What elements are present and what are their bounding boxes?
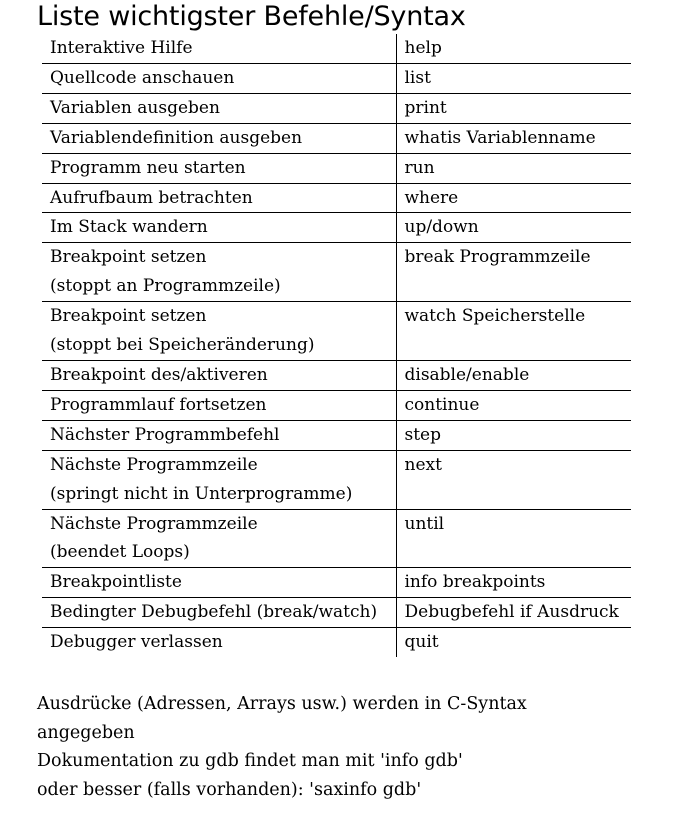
table-row: [42, 93, 631, 123]
command-syntax-text: list: [404, 67, 431, 88]
command-syntax-cell: [396, 243, 631, 302]
command-syntax-text: break Programmzeile: [404, 247, 591, 268]
command-table-body: [42, 34, 631, 657]
command-description-cell: [42, 509, 396, 568]
command-description-cell: [42, 420, 396, 450]
command-description-text: (springt nicht in Unterprogramme): [50, 483, 353, 504]
note-line: angegeben: [37, 722, 135, 743]
note-line: oder besser (falls vorhanden): 'saxinfo gdb': [37, 779, 422, 800]
command-syntax-cell: [396, 450, 631, 509]
command-syntax-cell: [396, 390, 631, 420]
table-row: [42, 509, 631, 568]
table-row: [42, 360, 631, 390]
command-description-cell: [42, 568, 396, 598]
command-syntax-text: Debugbefehl if Ausdruck: [404, 602, 619, 623]
command-description-cell: [42, 302, 396, 361]
command-description-text: Breakpoint setzen: [50, 247, 207, 268]
command-syntax-text: help: [404, 38, 442, 58]
command-description-text: Im Stack wandern: [50, 217, 208, 238]
command-table: [42, 34, 631, 657]
table-row: [42, 420, 631, 450]
command-description-text: (stoppt bei Speicheränderung): [50, 335, 315, 356]
table-row: [42, 450, 631, 509]
command-description-text: (stoppt an Programmzeile): [50, 276, 281, 297]
command-description-text: Programmlauf fortsetzen: [50, 394, 267, 415]
command-description-text: Quellcode anschauen: [50, 67, 235, 88]
command-syntax-cell: [396, 360, 631, 390]
command-syntax-text: disable/enable: [404, 364, 530, 385]
command-description-text: Programm neu starten: [50, 157, 246, 178]
command-description-cell: [42, 628, 396, 657]
command-description-text: Interaktive Hilfe: [50, 38, 193, 58]
command-syntax-text: where: [404, 187, 459, 208]
command-syntax-cell: [396, 568, 631, 598]
table-row: [42, 243, 631, 302]
command-description-text: Bedingter Debugbefehl (break/watch): [50, 602, 378, 623]
command-syntax-cell: [396, 63, 631, 93]
command-description-cell: [42, 153, 396, 183]
command-description-text: Nächste Programmzeile: [50, 513, 258, 534]
note-line: Dokumentation zu gdb findet man mit 'info gdb': [37, 751, 463, 771]
command-description-text: (beendet Loops): [50, 542, 190, 563]
command-syntax-cell: [396, 509, 631, 568]
command-syntax-text: watch Speicherstelle: [404, 306, 586, 327]
command-syntax-text: up/down: [404, 217, 479, 238]
table-row: [42, 183, 631, 213]
command-description-text: Debugger verlassen: [50, 632, 223, 653]
command-description-text: Breakpoint des/aktiveren: [50, 364, 268, 385]
command-syntax-text: next: [404, 454, 442, 475]
command-syntax-cell: [396, 302, 631, 361]
note-line: Ausdrücke (Adressen, Arrays usw.) werden in C-Syntax: [37, 694, 527, 714]
command-syntax-cell: [396, 183, 631, 213]
command-description-cell: [42, 123, 396, 153]
command-syntax-text: step: [404, 424, 441, 445]
command-description-text: Variablendefinition ausgeben: [50, 127, 303, 148]
command-syntax-cell: [396, 628, 631, 657]
command-syntax-text: info breakpoints: [404, 572, 546, 593]
notes-section: [37, 690, 527, 804]
table-row: [42, 34, 631, 63]
page-title: Liste wichtigster Befehle/Syntax: [37, 1, 466, 32]
command-syntax-cell: [396, 598, 631, 628]
command-description-cell: [42, 183, 396, 213]
command-description-cell: [42, 93, 396, 123]
command-description-cell: [42, 360, 396, 390]
table-row: [42, 568, 631, 598]
command-description-cell: [42, 63, 396, 93]
command-description-text: Breakpoint setzen: [50, 306, 207, 327]
table-row: [42, 213, 631, 243]
command-description-cell: [42, 598, 396, 628]
command-description-cell: [42, 390, 396, 420]
command-description-cell: [42, 34, 396, 63]
command-syntax-cell: [396, 34, 631, 63]
command-description-text: Variablen ausgeben: [50, 97, 220, 118]
table-row: [42, 63, 631, 93]
command-description-cell: [42, 213, 396, 243]
command-syntax-cell: [396, 123, 631, 153]
command-syntax-cell: [396, 93, 631, 123]
command-syntax-text: until: [404, 513, 445, 534]
command-syntax-text: quit: [404, 632, 439, 653]
command-syntax-text: whatis Variablenname: [404, 127, 596, 148]
command-description-text: Aufrufbaum betrachten: [50, 187, 253, 208]
command-syntax-text: run: [404, 157, 435, 178]
table-row: [42, 123, 631, 153]
table-row: [42, 390, 631, 420]
command-description-cell: [42, 450, 396, 509]
command-syntax-text: continue: [404, 394, 480, 415]
command-syntax-cell: [396, 213, 631, 243]
table-row: [42, 628, 631, 657]
command-description-cell: [42, 243, 396, 302]
table-row: [42, 153, 631, 183]
command-description-text: Breakpointliste: [50, 572, 182, 593]
command-syntax-text: print: [404, 97, 447, 118]
command-description-text: Nächster Programmbefehl: [50, 424, 280, 445]
command-syntax-cell: [396, 153, 631, 183]
table-row: [42, 598, 631, 628]
command-description-text: Nächste Programmzeile: [50, 454, 258, 475]
command-syntax-cell: [396, 420, 631, 450]
table-row: [42, 302, 631, 361]
